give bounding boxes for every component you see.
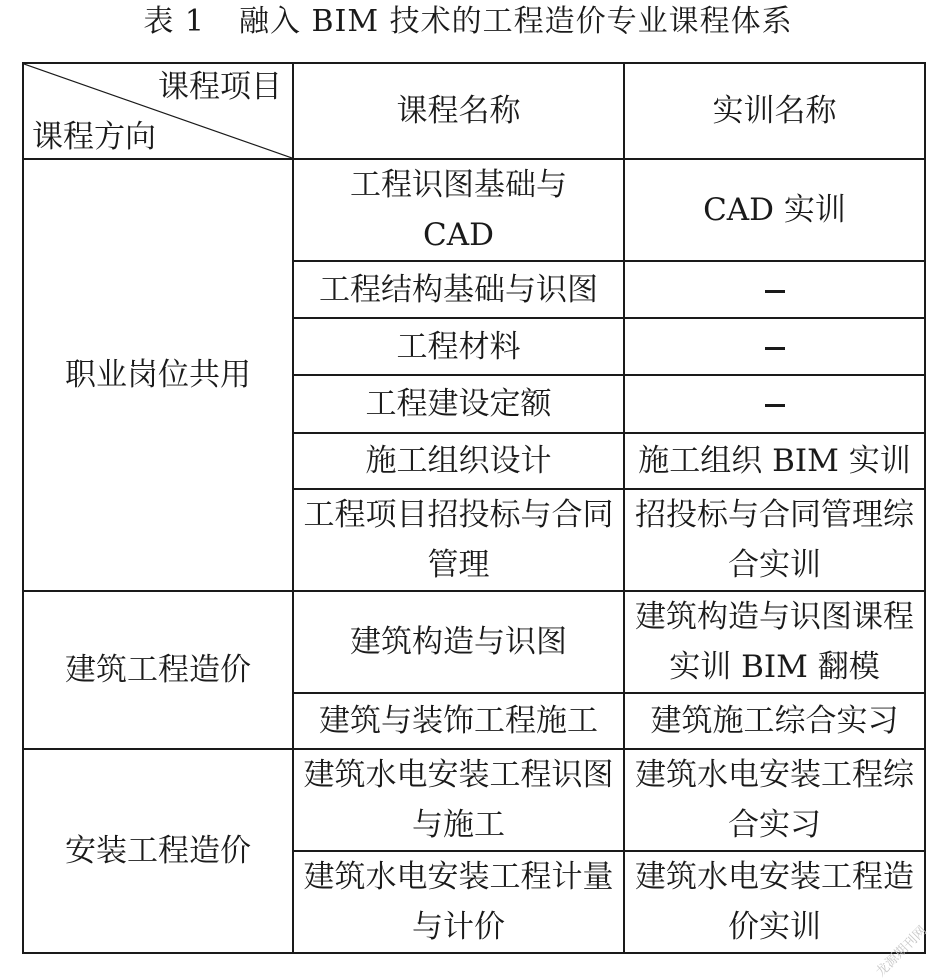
header-training-name: 实训名称 — [624, 63, 925, 159]
table-caption — [0, 2, 936, 42]
course-cell: 施工组织设计 — [293, 433, 624, 489]
training-text: 招投标与合同管理综合实训 — [635, 497, 914, 583]
training-cell — [624, 749, 925, 851]
watermark: 龙源期刊网 — [873, 923, 930, 980]
course-text: 建筑水电安装工程计量与计价 — [303, 859, 614, 945]
training-cell — [624, 489, 925, 591]
empty-dash — [765, 347, 785, 350]
training-text: 建筑构造与识图课程实训 BIM 翻模 — [635, 599, 914, 685]
course-cell — [293, 159, 624, 261]
corner-label-items: 课程项目 — [158, 69, 282, 105]
corner-label-direction: 课程方向 — [32, 119, 156, 155]
header-row — [23, 63, 925, 159]
training-cell — [624, 318, 925, 375]
course-cell — [293, 851, 624, 953]
table-row — [23, 159, 925, 261]
training-text: 建筑水电安装工程造价实训 — [635, 859, 914, 945]
table-title: 融入 BIM 技术的工程造价专业课程体系 — [238, 4, 793, 39]
table-row — [23, 591, 925, 693]
table-row — [23, 749, 925, 851]
course-cell: 工程项目招投标与合同管理 — [293, 489, 624, 591]
course-text: 建筑水电安装工程识图与施工 — [303, 757, 614, 843]
direction-cell: 职业岗位共用 — [23, 159, 293, 591]
diagonal-header-cell — [23, 63, 293, 159]
training-cell — [624, 375, 925, 433]
empty-dash — [765, 404, 785, 407]
training-cell — [624, 851, 925, 953]
course-cell — [293, 749, 624, 851]
header-course-name: 课程名称 — [293, 63, 624, 159]
direction-cell: 建筑工程造价 — [23, 591, 293, 749]
training-cell — [624, 591, 925, 693]
training-cell: 建筑施工综合实习 — [624, 693, 925, 749]
course-cell: 工程建设定额 — [293, 375, 624, 433]
course-cell: 建筑构造与识图 — [293, 591, 624, 693]
course-cell: 工程材料 — [293, 318, 624, 375]
course-text: 工程识图基础与CAD — [350, 167, 567, 253]
training-text: 建筑水电安装工程综合实习 — [635, 757, 914, 843]
course-cell: 建筑与装饰工程施工 — [293, 693, 624, 749]
course-cell: 工程结构基础与识图 — [293, 261, 624, 318]
direction-cell: 安装工程造价 — [23, 749, 293, 953]
empty-dash — [765, 290, 785, 293]
table-number: 表 1 — [143, 4, 205, 39]
training-cell: CAD 实训 — [624, 159, 925, 261]
training-cell: 施工组织 BIM 实训 — [624, 433, 925, 489]
curriculum-table — [22, 62, 926, 954]
training-cell — [624, 261, 925, 318]
